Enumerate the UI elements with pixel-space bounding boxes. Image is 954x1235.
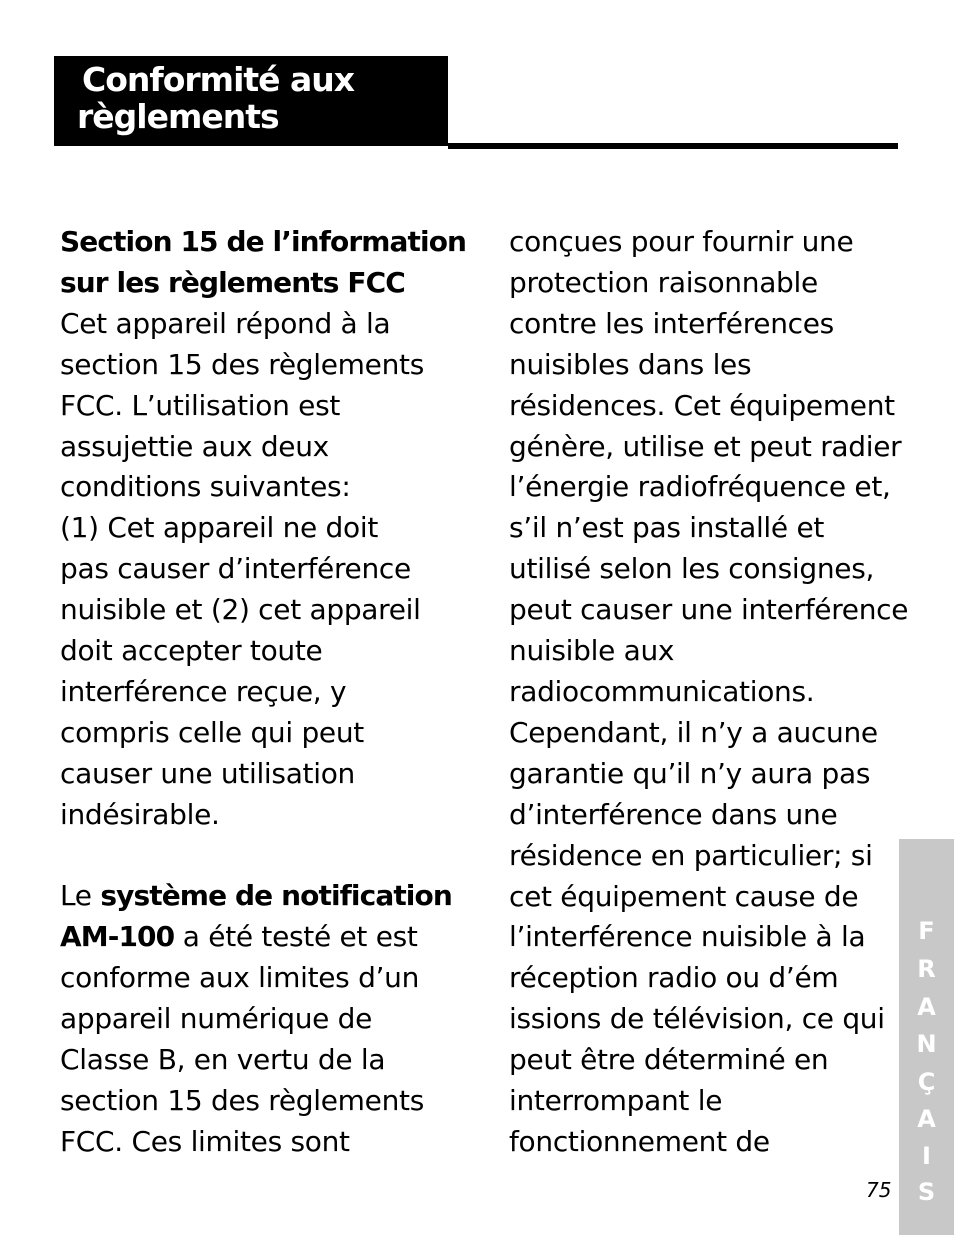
body-line: conforme aux limites d’un [60,961,420,995]
body-line: contre les interférences [509,306,834,340]
heading-line: sur les règlements FCC [60,265,405,299]
language-tab-letter: Ç [917,1068,936,1096]
section-title [54,56,448,146]
body-line: FCC. L’utilisation est [60,388,341,422]
body-line: FCC. Ces limites sont [60,1124,350,1158]
heading-line: Section 15 de l’information [60,225,467,258]
body-line: l’interférence nuisible à la [509,920,866,954]
page-number: 75 [866,1178,892,1202]
language-tab-letter: A [917,993,936,1021]
body-line: Cependant, il n’y a aucune [509,715,878,749]
paragraph-gap [60,836,460,877]
language-tab-letter: N [916,1030,937,1058]
body-line: interférence reçue, y [60,674,347,708]
language-tab-letter: F [918,917,935,945]
language-tab-letter: I [922,1142,931,1170]
body-text: a été testé et est [174,920,418,954]
body-line: indésirable. [60,797,220,831]
left-column [60,222,467,1163]
header-rule [448,143,898,149]
body-line: peut causer une interférence [509,593,909,627]
body-line: fonctionnement de [509,1124,770,1158]
body-line: nuisibles dans les [509,347,752,381]
body-line [60,876,460,917]
body-line: section 15 des règlements [60,1084,424,1118]
section-title-line1: Conformité aux [82,60,355,99]
body-line: interrompant le [509,1084,723,1118]
body-line: nuisible et (2) cet appareil [60,593,421,627]
body-line: garantie qu’il n’y aura pas [509,756,871,790]
body-line: s’il n’est pas installé et [509,511,825,545]
body-line: l’énergie radiofréquence et, [509,470,891,504]
body-line: pas causer d’interférence [60,552,411,586]
body-line: nuisible aux [509,634,675,668]
body-line: compris celle qui peut [60,715,364,749]
body-line: Classe B, en vertu de la [60,1043,386,1077]
body-line: radiocommunications. [509,674,815,708]
body-line: cet équipement cause de [509,879,859,913]
body-line: réception radio ou d’ém [509,961,839,995]
body-line: causer une utilisation [60,756,355,790]
body-line: section 15 des règlements [60,347,424,381]
body-line: conçues pour fournir une [509,225,854,258]
body-line: Cet appareil répond à la [60,306,391,340]
body-line: d’interférence dans une [509,797,838,831]
language-tab-letter: S [917,1178,936,1206]
body-text: Le [60,879,101,913]
body-line: protection raisonnable [509,265,818,299]
language-tab [899,839,954,1235]
body-line [60,917,460,958]
body-line: peut être déterminé en [509,1043,829,1077]
body-line: génère, utilise et peut radier [509,429,902,463]
body-line: assujettie aux deux [60,429,329,463]
body-line: doit accepter toute [60,634,323,668]
body-line: résidences. Cet équipement [509,388,895,422]
model-name: AM-100 [60,920,175,954]
language-tab-letter: A [917,1105,936,1133]
section-title-line2: règlements [77,97,279,136]
body-line: issions de télévision, ce qui [509,1002,885,1036]
body-line: résidence en particulier; si [509,838,873,872]
body-line: (1) Cet appareil ne doit [60,511,378,545]
product-name: système de notification [100,879,452,913]
body-line: conditions suivantes: [60,470,351,504]
body-line: appareil numérique de [60,1002,373,1036]
language-tab-letter: R [917,955,936,983]
body-line: utilisé selon les consignes, [509,552,875,586]
right-column [509,222,909,1163]
